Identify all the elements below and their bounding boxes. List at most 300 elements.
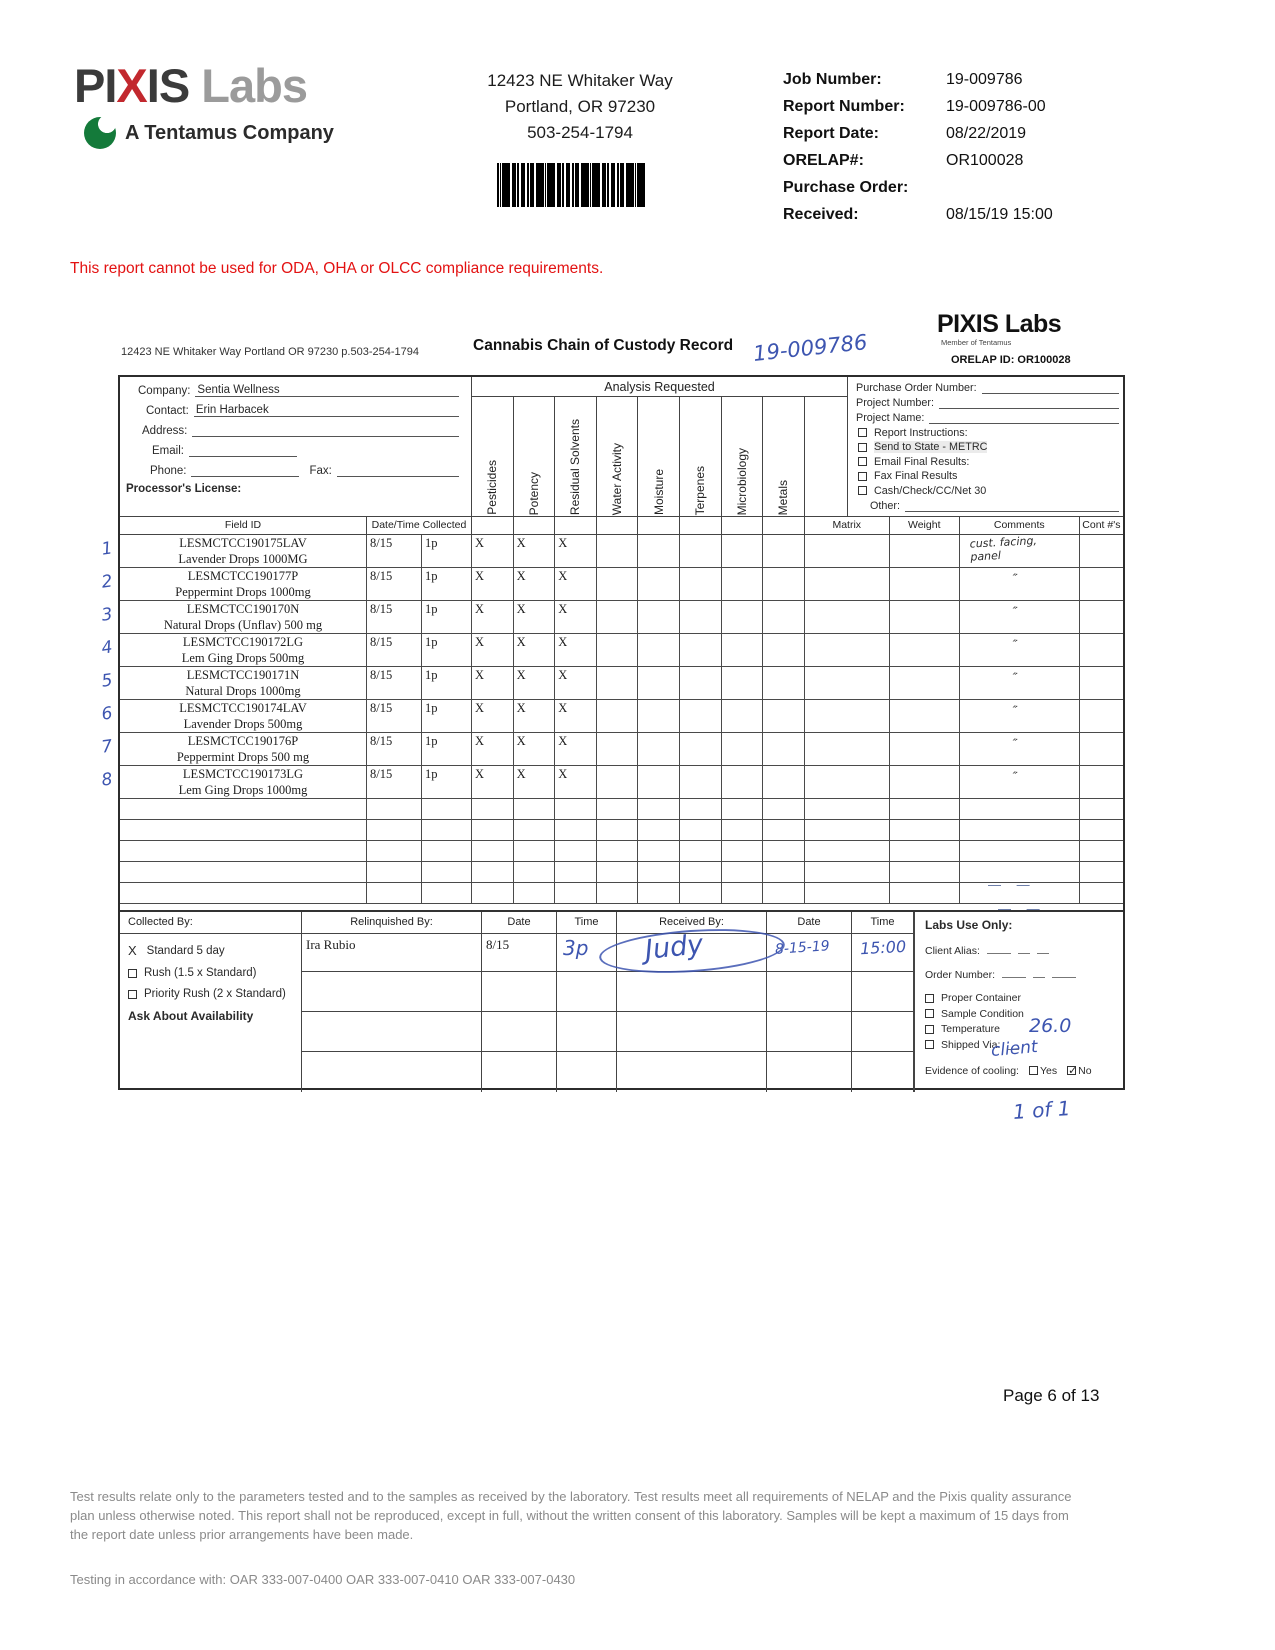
analysis-column bbox=[514, 397, 556, 517]
analysis-column bbox=[597, 397, 639, 517]
handwritten-comment: ″ bbox=[1010, 703, 1018, 720]
blank-dash bbox=[1037, 944, 1049, 954]
handwritten-x-mark: X bbox=[128, 943, 137, 958]
labs-checkbox-label: Temperature bbox=[941, 1023, 1000, 1035]
test-mark-cell bbox=[680, 733, 722, 765]
collection-speed-option bbox=[128, 988, 295, 1000]
empty-cell bbox=[1080, 799, 1123, 819]
handwritten-row-number: 4 bbox=[100, 637, 114, 659]
po-checkbox-line bbox=[858, 485, 1119, 497]
analysis-requested-panel bbox=[472, 377, 847, 516]
test-mark-cell bbox=[763, 601, 805, 633]
empty-signoff-cell bbox=[617, 1012, 767, 1052]
matrix-cell bbox=[805, 766, 890, 798]
logo-wordmark bbox=[74, 59, 334, 112]
email-label: Email: bbox=[152, 445, 184, 457]
empty-cell bbox=[555, 799, 597, 819]
empty-cell bbox=[722, 841, 764, 861]
field-id: LESMCTCC190176P bbox=[187, 734, 299, 748]
job-info-label: ORELAP#: bbox=[783, 152, 864, 169]
empty-cell bbox=[805, 883, 890, 903]
empty-cell bbox=[890, 799, 960, 819]
fax-label: Fax: bbox=[309, 465, 332, 477]
phone-label: Phone: bbox=[150, 465, 187, 477]
client-alias-label: Client Alias: bbox=[925, 945, 980, 957]
empty-cell bbox=[805, 799, 890, 819]
empty-cell bbox=[422, 862, 472, 882]
sample-row bbox=[120, 700, 1123, 733]
empty-cell bbox=[120, 862, 367, 882]
test-mark-cell bbox=[680, 667, 722, 699]
test-mark-cell: X bbox=[555, 601, 597, 633]
client-alias-line bbox=[925, 944, 1119, 957]
product-name: Lavender Drops 1000MG bbox=[178, 551, 308, 566]
empty-cell bbox=[763, 862, 805, 882]
empty-cell bbox=[722, 799, 764, 819]
handwritten-comment: ″ bbox=[1010, 604, 1018, 621]
time-collected-cell: 1p bbox=[422, 700, 472, 732]
empty-cell bbox=[722, 862, 764, 882]
comment-cell bbox=[960, 667, 1080, 699]
handwritten-row-number: 2 bbox=[100, 571, 114, 593]
handwritten-shipped-via: client bbox=[990, 1036, 1039, 1061]
sample-row bbox=[120, 568, 1123, 601]
comment-cell bbox=[960, 568, 1080, 600]
sample-row bbox=[120, 601, 1123, 634]
empty-signoff-cell bbox=[482, 1052, 557, 1092]
analysis-header-cell bbox=[763, 517, 805, 534]
analysis-column bbox=[722, 397, 764, 517]
analysis-column bbox=[638, 397, 680, 517]
empty-cell bbox=[1080, 883, 1123, 903]
test-mark-cell bbox=[597, 700, 639, 732]
test-mark-cell bbox=[680, 634, 722, 666]
job-info-value: 19-009786 bbox=[946, 71, 1023, 88]
handwritten-comment: ″ bbox=[1010, 637, 1018, 654]
date-collected-cell: 8/15 bbox=[367, 568, 422, 600]
weight-cell bbox=[890, 535, 960, 567]
comment-cell bbox=[960, 601, 1080, 633]
empty-cell bbox=[805, 841, 890, 861]
analysis-column-label: Moisture bbox=[651, 468, 666, 515]
empty-signoff-cell bbox=[302, 1012, 482, 1052]
date-collected-cell: 8/15 bbox=[367, 733, 422, 765]
weight-cell bbox=[890, 601, 960, 633]
relinquished-by-header: Relinquished By: bbox=[302, 912, 482, 934]
labs-use-only-box bbox=[914, 912, 1123, 1092]
labs-checkbox-label: Shipped Via: bbox=[941, 1038, 1001, 1051]
handwritten-time: 15:00 bbox=[859, 936, 907, 959]
collection-speed-option bbox=[128, 967, 295, 979]
test-mark-cell bbox=[638, 733, 680, 765]
empty-cell bbox=[555, 841, 597, 861]
test-mark-cell: X bbox=[555, 667, 597, 699]
product-name: Lem Ging Drops 1000mg bbox=[178, 782, 308, 797]
field-id: LESMCTCC190175LAV bbox=[179, 536, 307, 550]
handwritten-row-number: 8 bbox=[100, 769, 114, 791]
empty-cell bbox=[555, 862, 597, 882]
empty-sample-row bbox=[120, 799, 1123, 820]
time-collected-cell: 1p bbox=[422, 601, 472, 633]
cooling-label: Evidence of cooling: bbox=[925, 1064, 1019, 1077]
job-info-value: OR100028 bbox=[946, 152, 1024, 169]
empty-signoff-cell bbox=[767, 1012, 852, 1052]
handwritten-date: 8-15-19 bbox=[774, 938, 831, 958]
blank-dash bbox=[1018, 944, 1030, 954]
test-mark-cell: X bbox=[472, 568, 514, 600]
empty-cell bbox=[960, 820, 1080, 840]
relinquished-date-cell: 8/15 bbox=[482, 934, 557, 972]
empty-cell bbox=[680, 799, 722, 819]
test-mark-cell: X bbox=[555, 766, 597, 798]
lab-address-line: 12423 NE Whitaker Way bbox=[487, 71, 673, 90]
received-by-header: Received By: bbox=[617, 912, 767, 934]
pixis-labs-logo bbox=[74, 59, 334, 149]
test-mark-cell bbox=[638, 601, 680, 633]
checkbox-icon bbox=[858, 443, 867, 452]
labs-checkbox-line bbox=[925, 1008, 1119, 1020]
job-info-label: Purchase Order: bbox=[783, 179, 909, 196]
analysis-column-blank bbox=[805, 397, 847, 517]
job-info-value: 08/15/19 15:00 bbox=[946, 206, 1053, 223]
empty-cell bbox=[638, 799, 680, 819]
product-name: Peppermint Drops 500 mg bbox=[176, 749, 310, 764]
blank-dash bbox=[1052, 968, 1076, 978]
checkbox-icon bbox=[1029, 1066, 1038, 1075]
empty-cell bbox=[680, 862, 722, 882]
test-mark-cell: X bbox=[472, 667, 514, 699]
handwritten-job-number: 19-009786 bbox=[752, 330, 869, 366]
po-checkbox-label: Email Final Results: bbox=[874, 455, 970, 468]
field-id-cell bbox=[120, 667, 367, 699]
form-orelap-id: ORELAP ID: OR100028 bbox=[951, 354, 1071, 366]
test-mark-cell bbox=[722, 634, 764, 666]
field-id-cell bbox=[120, 766, 367, 798]
company-label: Company: bbox=[138, 385, 191, 397]
labs-use-header: Labs Use Only: bbox=[925, 918, 1013, 932]
checkbox-icon bbox=[925, 1025, 934, 1034]
empty-cell bbox=[763, 799, 805, 819]
relinquished-name-cell: Ira Rubio bbox=[302, 934, 482, 972]
test-mark-cell: X bbox=[514, 535, 556, 567]
empty-cell bbox=[514, 841, 556, 861]
job-info-value: 19-009786-00 bbox=[946, 98, 1046, 115]
empty-cell bbox=[422, 841, 472, 861]
test-mark-cell: X bbox=[472, 733, 514, 765]
container-count-cell bbox=[1080, 733, 1123, 765]
logo-part: PI bbox=[74, 59, 117, 112]
comment-cell bbox=[960, 733, 1080, 765]
lab-address bbox=[450, 68, 710, 146]
time-collected-cell: 1p bbox=[422, 766, 472, 798]
container-count-cell bbox=[1080, 700, 1123, 732]
email-value bbox=[189, 444, 297, 457]
time-collected-cell: 1p bbox=[422, 667, 472, 699]
test-mark-cell bbox=[597, 601, 639, 633]
signature-text: Judy bbox=[643, 929, 705, 966]
empty-cell bbox=[597, 820, 639, 840]
test-mark-cell bbox=[597, 634, 639, 666]
labs-checkbox-line bbox=[925, 992, 1119, 1004]
weight-cell bbox=[890, 634, 960, 666]
contact-label: Contact: bbox=[146, 405, 189, 417]
top-info-section bbox=[120, 377, 1123, 517]
empty-cell bbox=[890, 862, 960, 882]
project-name-label: Project Name: bbox=[856, 412, 925, 424]
blank-dash bbox=[1002, 968, 1026, 978]
comment-cell bbox=[960, 700, 1080, 732]
empty-cell bbox=[514, 883, 556, 903]
empty-signoff-cell bbox=[767, 1052, 852, 1092]
handwritten-comment: ″ bbox=[1010, 571, 1018, 588]
address-value bbox=[192, 424, 459, 437]
collection-speed-label: Rush (1.5 x Standard) bbox=[144, 967, 257, 979]
lab-address-line: Portland, OR 97230 bbox=[504, 97, 656, 116]
test-mark-cell: X bbox=[555, 568, 597, 600]
page-number: Page 6 of 13 bbox=[1003, 1386, 1100, 1405]
test-mark-cell bbox=[638, 634, 680, 666]
empty-cell bbox=[763, 883, 805, 903]
checkbox-icon bbox=[858, 472, 867, 481]
empty-cell bbox=[472, 883, 514, 903]
availability-note: Ask About Availability bbox=[128, 1009, 254, 1023]
job-info-row bbox=[783, 152, 1113, 170]
evidence-of-cooling-line bbox=[925, 1065, 1119, 1077]
job-info-row bbox=[783, 71, 1113, 89]
empty-cell bbox=[722, 883, 764, 903]
collection-speed-label: Standard 5 day bbox=[146, 944, 225, 957]
po-checkbox-label: Send to State - METRC bbox=[874, 441, 988, 453]
analysis-column bbox=[472, 397, 514, 517]
handwritten-row-number: 3 bbox=[100, 604, 114, 626]
empty-signoff-cell bbox=[617, 1052, 767, 1092]
empty-cell bbox=[1080, 820, 1123, 840]
job-info-row bbox=[783, 125, 1113, 143]
relinquished-date-header: Date bbox=[482, 912, 557, 934]
comment-cell bbox=[960, 766, 1080, 798]
logo-part: IS bbox=[146, 59, 190, 112]
test-mark-cell: X bbox=[472, 535, 514, 567]
custody-table bbox=[100, 375, 1125, 1090]
date-collected-cell: 8/15 bbox=[367, 634, 422, 666]
collected-options bbox=[120, 934, 302, 1092]
form-logo: PIXIS Labs bbox=[937, 310, 1062, 338]
handwritten-row-number: 6 bbox=[100, 703, 114, 725]
labs-checkbox-label: Proper Container bbox=[941, 992, 1021, 1004]
empty-signoff-cell bbox=[557, 972, 617, 1012]
checkbox-icon bbox=[858, 457, 867, 466]
analysis-header-cell bbox=[680, 517, 722, 534]
empty-cell bbox=[890, 883, 960, 903]
weight-header: Weight bbox=[890, 517, 960, 534]
test-mark-cell: X bbox=[514, 667, 556, 699]
field-id: LESMCTCC190173LG bbox=[182, 767, 304, 781]
empty-signoff-cell bbox=[302, 1052, 482, 1092]
analysis-header-cell bbox=[472, 517, 514, 534]
empty-cell bbox=[1080, 862, 1123, 882]
collected-by-header: Collected By: bbox=[120, 912, 302, 934]
test-mark-cell bbox=[763, 535, 805, 567]
form-lab-address: 12423 NE Whitaker Way Portland OR 97230 p.503-254-1794 bbox=[121, 346, 419, 358]
empty-cell bbox=[960, 799, 1080, 819]
container-count-cell bbox=[1080, 667, 1123, 699]
phone-value bbox=[191, 464, 299, 477]
test-mark-cell bbox=[638, 568, 680, 600]
empty-cell bbox=[514, 862, 556, 882]
test-mark-cell: X bbox=[472, 700, 514, 732]
comment-cell bbox=[960, 634, 1080, 666]
empty-signoff-cell bbox=[852, 1012, 914, 1052]
test-mark-cell: X bbox=[555, 700, 597, 732]
field-id-cell bbox=[120, 733, 367, 765]
product-name: Natural Drops (Unflav) 500 mg bbox=[163, 617, 323, 632]
collection-speed-label: Priority Rush (2 x Standard) bbox=[144, 988, 286, 1000]
checkbox-icon bbox=[128, 969, 137, 978]
empty-cell bbox=[722, 820, 764, 840]
test-mark-cell bbox=[680, 535, 722, 567]
received-time-cell bbox=[852, 934, 914, 972]
testing-accordance-text: Testing in accordance with: OAR 333-007-0400 OAR 333-007-0410 OAR 333-007-0430 bbox=[70, 1572, 576, 1587]
test-mark-cell bbox=[763, 766, 805, 798]
checkbox-icon bbox=[858, 428, 867, 437]
comments-header: Comments bbox=[960, 517, 1080, 534]
field-id-cell bbox=[120, 568, 367, 600]
date-collected-cell: 8/15 bbox=[367, 667, 422, 699]
test-mark-cell bbox=[722, 601, 764, 633]
empty-signoff-cell bbox=[302, 972, 482, 1012]
form-member-text: Member of Tentamus bbox=[941, 338, 1012, 347]
empty-cell bbox=[472, 841, 514, 861]
labs-checkbox-line bbox=[925, 1036, 1119, 1061]
analysis-requested-header: Analysis Requested bbox=[472, 377, 847, 397]
date-collected-cell: 8/15 bbox=[367, 766, 422, 798]
empty-sample-row bbox=[120, 820, 1123, 841]
field-id: LESMCTCC190170N bbox=[186, 602, 300, 616]
time-collected-cell: 1p bbox=[422, 568, 472, 600]
test-mark-cell: X bbox=[514, 766, 556, 798]
empty-cell bbox=[680, 883, 722, 903]
handwritten-comment: ″ bbox=[1010, 736, 1018, 753]
analysis-header-cell bbox=[597, 517, 639, 534]
job-info-label: Report Number: bbox=[783, 98, 905, 115]
product-name: Lem Ging Drops 500mg bbox=[181, 650, 305, 665]
sample-row bbox=[120, 535, 1123, 568]
analysis-column bbox=[680, 397, 722, 517]
matrix-cell bbox=[805, 700, 890, 732]
cooling-yes-label: Yes bbox=[1039, 1064, 1058, 1077]
handwritten-row-number: 1 bbox=[100, 538, 114, 560]
barcode bbox=[497, 163, 645, 207]
empty-cell bbox=[367, 841, 422, 861]
empty-signoff-cell bbox=[482, 1012, 557, 1052]
po-checkbox-line bbox=[858, 441, 1119, 453]
project-number-label: Project Number: bbox=[856, 397, 935, 409]
field-id: LESMCTCC190174LAV bbox=[179, 701, 307, 715]
test-mark-cell: X bbox=[514, 601, 556, 633]
handwritten-comment: cust. facing, panel bbox=[969, 534, 1037, 564]
disclaimer-text: Test results relate only to the parameters tested and to the samples as received by the laboratory. Test results meet all requirements of NELAP and the Pixis quality assurance plan unless otherwise noted. This report shall not be reproduced, except in full, without the written consent of this laboratory. Samples will be kept a maximum of 15 days from the report date unless prior arrangements have been made. bbox=[70, 1489, 1072, 1542]
empty-cell bbox=[120, 883, 367, 903]
test-mark-cell bbox=[597, 667, 639, 699]
cooling-no-label: No bbox=[1078, 1064, 1092, 1077]
empty-signoff-cell bbox=[557, 1052, 617, 1092]
table-header-row bbox=[120, 517, 1123, 535]
empty-cell bbox=[555, 820, 597, 840]
datetime-header: Date/Time Collected bbox=[367, 517, 472, 534]
test-mark-cell: X bbox=[514, 733, 556, 765]
po-checkbox-line bbox=[858, 427, 1119, 439]
order-number-label: Order Number: bbox=[925, 969, 996, 981]
empty-cell bbox=[514, 799, 556, 819]
matrix-cell bbox=[805, 601, 890, 633]
empty-signoff-cell bbox=[617, 972, 767, 1012]
time-collected-cell: 1p bbox=[422, 535, 472, 567]
po-checkbox-label: Fax Final Results bbox=[874, 470, 958, 482]
empty-signoff-cell bbox=[852, 972, 914, 1012]
cont-header: Cont #'s bbox=[1082, 519, 1121, 531]
empty-cell bbox=[120, 841, 367, 861]
analysis-column-label: Metals bbox=[776, 479, 791, 515]
time-collected-cell: 1p bbox=[422, 733, 472, 765]
custody-signoff-section bbox=[120, 910, 1123, 1092]
blank-dash bbox=[1033, 968, 1045, 978]
empty-signoff-cell bbox=[852, 1052, 914, 1092]
analysis-column-label: Residual Solvents bbox=[568, 418, 583, 515]
test-mark-cell bbox=[763, 700, 805, 732]
checkbox-icon bbox=[925, 1009, 934, 1018]
empty-cell bbox=[680, 820, 722, 840]
test-mark-cell bbox=[722, 568, 764, 600]
labs-checkbox-line bbox=[925, 1015, 1119, 1037]
test-mark-cell: X bbox=[514, 700, 556, 732]
received-date-cell bbox=[767, 934, 852, 972]
test-mark-cell bbox=[763, 667, 805, 699]
empty-cell bbox=[638, 820, 680, 840]
test-mark-cell bbox=[722, 733, 764, 765]
weight-cell bbox=[890, 568, 960, 600]
analysis-column bbox=[555, 397, 597, 517]
po-checkbox-line bbox=[858, 456, 1119, 468]
analysis-header-cell bbox=[514, 517, 556, 534]
date-collected-cell: 8/15 bbox=[367, 700, 422, 732]
empty-cell bbox=[367, 862, 422, 882]
analysis-header-cell bbox=[555, 517, 597, 534]
test-mark-cell: X bbox=[514, 568, 556, 600]
purchase-order-panel bbox=[847, 377, 1127, 516]
test-mark-cell bbox=[597, 535, 639, 567]
test-mark-cell bbox=[680, 601, 722, 633]
analysis-header-cell bbox=[638, 517, 680, 534]
test-mark-cell bbox=[722, 535, 764, 567]
test-mark-cell bbox=[722, 766, 764, 798]
lab-address-line: 503-254-1794 bbox=[527, 123, 633, 142]
date-collected-cell: 8/15 bbox=[367, 535, 422, 567]
checkbox-icon bbox=[128, 990, 137, 999]
tentamus-leaf-icon bbox=[84, 117, 116, 149]
sample-rows bbox=[120, 535, 1123, 904]
test-mark-cell bbox=[597, 568, 639, 600]
analysis-column-label: Terpenes bbox=[693, 465, 708, 515]
fax-value bbox=[337, 464, 459, 477]
job-info-row bbox=[783, 206, 1113, 224]
field-id: LESMCTCC190177P bbox=[187, 569, 299, 583]
empty-sample-row bbox=[120, 883, 1123, 904]
contact-value: Erin Harbacek bbox=[194, 404, 459, 417]
received-date-header: Date bbox=[767, 912, 852, 934]
test-mark-cell bbox=[763, 733, 805, 765]
job-info-block bbox=[783, 71, 1113, 233]
empty-cell bbox=[367, 820, 422, 840]
